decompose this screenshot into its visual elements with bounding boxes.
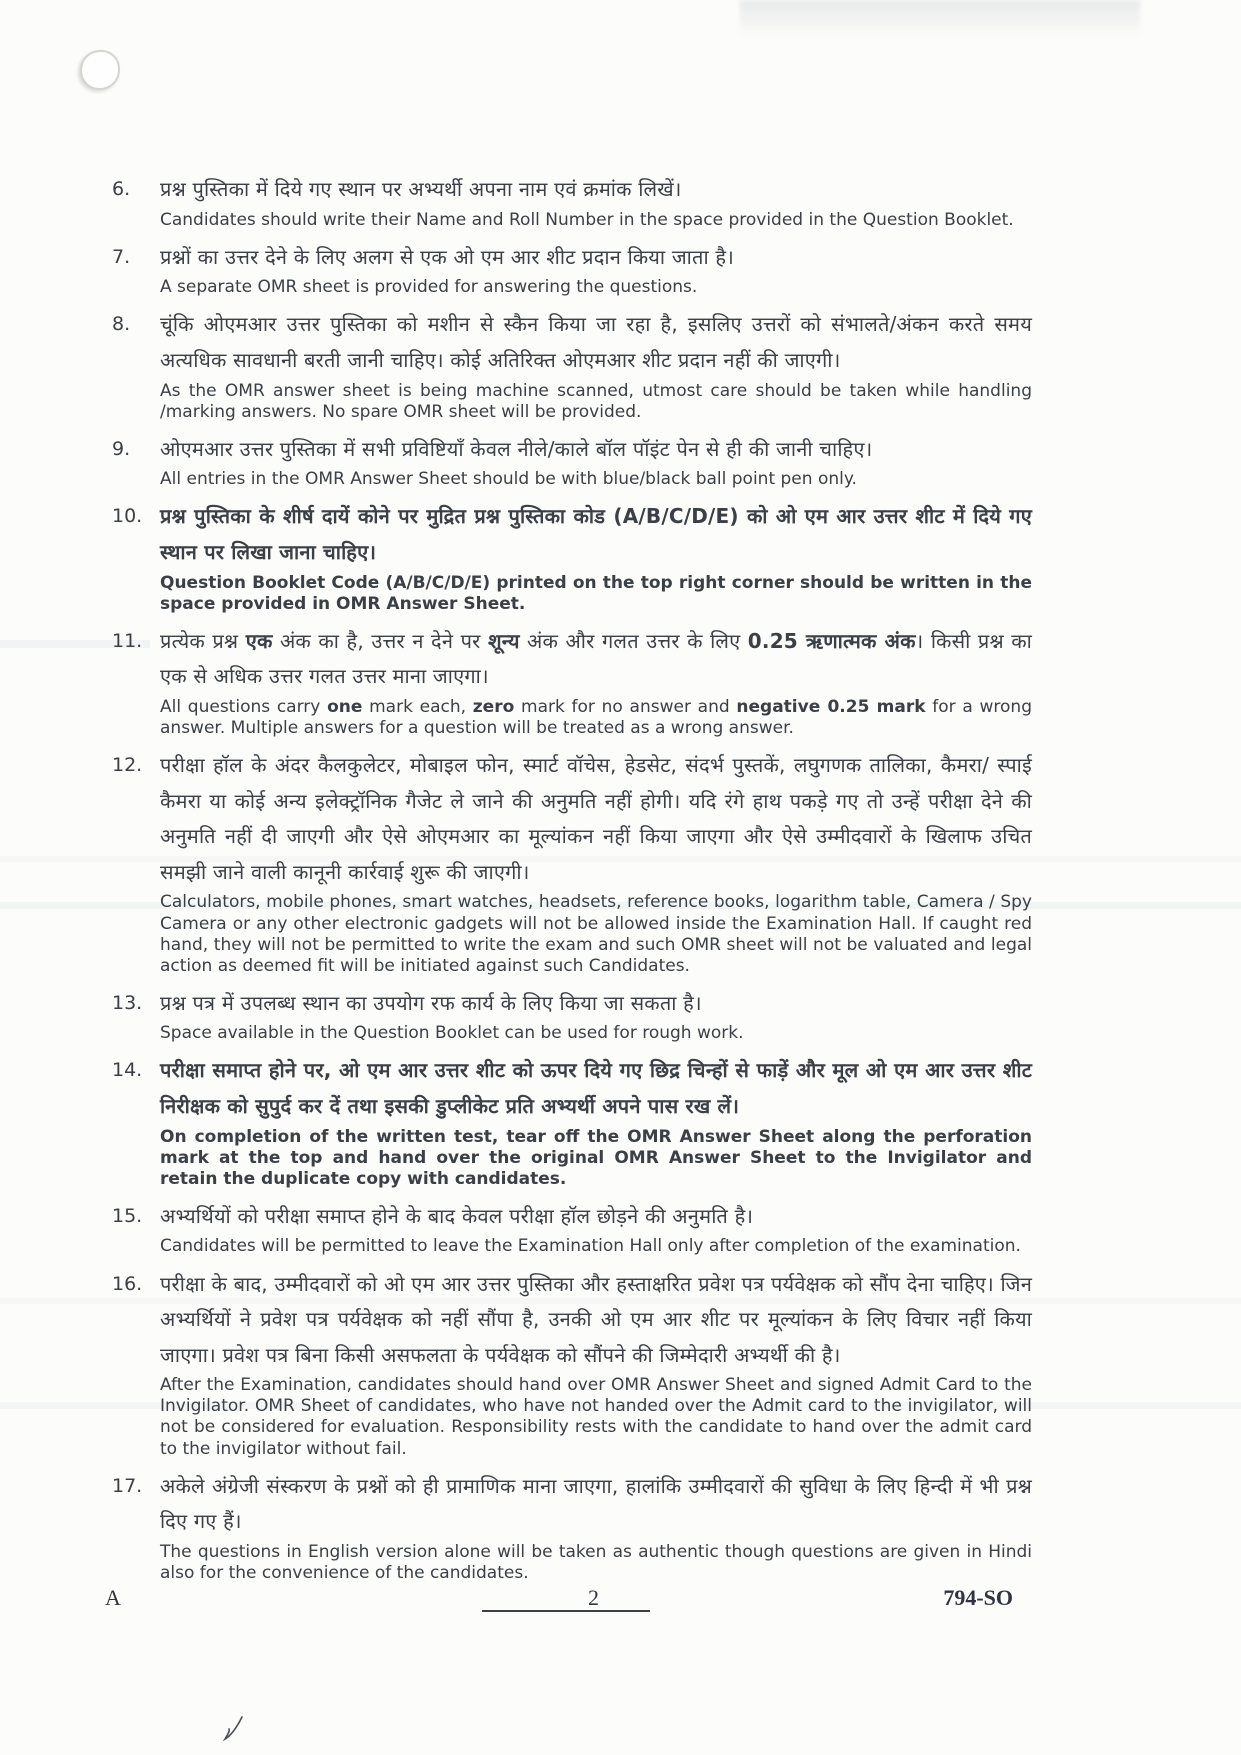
item-body: [160, 624, 1032, 739]
instruction-item: [112, 1469, 1032, 1584]
english-text: All entries in the OMR Answer Sheet should be with blue/black ball point pen only.: [160, 469, 857, 490]
item-body: [160, 1053, 1032, 1189]
english-text: Candidates will be permitted to leave the Examination Hall only after completion of the examination.: [160, 1236, 1021, 1257]
instruction-item: [112, 1267, 1032, 1460]
item-number: 10.: [112, 505, 143, 528]
instruction-item: [112, 172, 1032, 231]
item-body: [160, 499, 1032, 614]
item-number: 14.: [112, 1059, 143, 1082]
english-text: On completion of the written test, tear off the OMR Answer Sheet along the perforation mark at the top and hand over the original OMR Answer Sheet to the Invigilator and retain the duplicate copy with candidates.: [160, 1126, 1032, 1189]
hindi-text: प्रश्न पुस्तिका में दिये गए स्थान पर अभ्यर्थी अपना नाम एवं क्रमांक लिखें।: [160, 177, 682, 201]
hindi-text: चूंकि ओएमआर उत्तर पुस्तिका को मशीन से स्कैन किया जा रहा है, इसलिए उत्तरों को संभालते/अंकन करते समय अत्यधिक सावधानी बरती जानी चाहिए। कोई अतिरिक्त ओएमआर शीट प्रदान नहीं की जाएगी।: [160, 312, 1032, 372]
item-body: [160, 432, 1032, 491]
item-number: 17.: [112, 1474, 143, 1497]
item-number: 15.: [112, 1204, 143, 1227]
instruction-item: [112, 748, 1032, 977]
english-text: Candidates should write their Name and Roll Number in the space provided in the Question Booklet.: [160, 209, 1014, 230]
item-body: [160, 1267, 1032, 1460]
instruction-list: [112, 172, 1032, 1612]
item-body: [160, 172, 1032, 231]
hindi-text: परीक्षा हॉल के अंदर कैलकुलेटर, मोबाइल फोन, स्मार्ट वॉचेस, हेडसेट, संदर्भ पुस्तकें, लघुगणक तालिका, कैमरा/ स्पाई कैमरा या कोई अन्य इलेक्ट्रॉनिक गैजेट ले जाने की अनुमति नहीं होगी। यदि रंगे हाथ पकड़े गए तो उन्हें परीक्षा देने की अनुमति नहीं दी जाएगी और ऐसे ओएमआर का मूल्यांकन नहीं किया जाएगा और ऐसे उम्मीदवारों के खिलाफ उचित समझी जाने वाली कानूनी कार्रवाई शुरू की जाएगी।: [160, 753, 1032, 884]
hole-punch-mark: [80, 50, 120, 90]
hindi-text: अभ्यर्थियों को परीक्षा समाप्त होने के बाद केवल परीक्षा हॉल छोड़ने की अनुमति है।: [160, 1203, 754, 1228]
instruction-item: [112, 986, 1032, 1045]
item-number: 12.: [112, 754, 143, 777]
item-number: 16.: [112, 1272, 143, 1295]
item-number: 8.: [112, 313, 131, 336]
form-number: 794-SO: [943, 1585, 1013, 1610]
hindi-text: ओएमआर उत्तर पुस्तिका में सभी प्रविष्टियाँ केवल नीले/काले बॉल पॉइंट पेन से ही की जानी चाहिए।: [160, 436, 873, 461]
instruction-item: [112, 307, 1032, 422]
hindi-text: परीक्षा के बाद, उम्मीदवारों को ओ एम आर उत्तर पुस्तिका और हस्ताक्षरित प्रवेश पत्र पर्यवेक्षक को सौंप देना चाहिए। जिन अभ्यर्थियों ने प्रवेश पत्र पर्यवेक्षक को नहीं सौंपा है, उनकी ओ एम आर शीट पर मूल्यांकन के लिए विचार नहीं किया जाएगा। प्रवेश पत्र बिना किसी असफलता के पर्यवेक्षक को सौंपने की जिम्मेदारी अभ्यर्थी की है।: [160, 1271, 1032, 1367]
hindi-text: प्रत्येक प्रश्न एक अंक का है, उत्तर न देने पर शून्य अंक और गलत उत्तर के लिए 0.25 ऋणात्मक अंक। किसी प्रश्न का एक से अधिक उत्तर गलत उत्तर माना जाएगा।: [160, 628, 1032, 689]
item-body: [160, 748, 1032, 977]
item-number: 9.: [112, 437, 131, 460]
item-number: 6.: [112, 178, 131, 200]
instruction-item: [112, 1199, 1032, 1258]
item-number: 13.: [112, 991, 143, 1014]
english-text: Question Booklet Code (A/B/C/D/E) printed on the top right corner should be written in the space provided in OMR Answer Sheet.: [160, 572, 1032, 614]
instruction-item: [112, 624, 1032, 739]
item-number: 11.: [112, 629, 143, 652]
hindi-text: प्रश्नों का उत्तर देने के लिए अलग से एक ओ एम आर शीट प्रदान किया जाता है।: [160, 244, 734, 269]
item-body: [160, 307, 1032, 422]
english-text: The questions in English version alone will be taken as authentic though questions are given in Hindi also for the convenience of the candidates.: [160, 1541, 1032, 1583]
instruction-item: [112, 499, 1032, 614]
hindi-text: अकेले अंग्रेजी संस्करण के प्रश्नों को ही प्रामाणिक माना जाएगा, हालांकि उम्मीदवारों की सुविधा के लिए हिन्दी में भी प्रश्न दिए गए हैं।: [160, 1473, 1032, 1534]
item-body: [160, 986, 1032, 1045]
page-number: 2: [588, 1585, 599, 1610]
instruction-item: [112, 432, 1032, 491]
page-footer: [0, 1585, 1241, 1615]
english-text: Space available in the Question Booklet can be used for rough work.: [160, 1023, 744, 1044]
pen-mark: [218, 1715, 248, 1741]
english-text: All questions carry one mark each, zero mark for no answer and negative 0.25 mark for a wrong answer. Multiple answers for a question will be treated as a wrong answer.: [160, 696, 1032, 738]
item-body: [160, 1469, 1032, 1584]
booklet-code: A: [105, 1585, 121, 1610]
hindi-text: प्रश्न पुस्तिका के शीर्ष दायें कोने पर मुद्रित प्रश्न पुस्तिका कोड (A/B/C/D/E) को ओ एम आर उत्तर शीट में दिये गए स्थान पर लिखा जाना चाहिए।: [160, 504, 1032, 564]
item-body: [160, 240, 1032, 299]
item-body: [160, 1199, 1032, 1258]
hindi-text: परीक्षा समाप्त होने पर, ओ एम आर उत्तर शीट को ऊपर दिये गए छिद्र चिन्हों से फाड़ें और मूल ओ एम आर उत्तर शीट निरीक्षक को सुपुर्द कर दें तथा इसकी डुप्लीकेट प्रति अभ्यर्थी अपने पास रख लें।: [160, 1058, 1032, 1118]
english-text: As the OMR answer sheet is being machine scanned, utmost care should be taken while handling /marking answers. No spare OMR sheet will be provided.: [160, 380, 1032, 422]
english-text: A separate OMR sheet is provided for answering the questions.: [160, 277, 698, 298]
scan-smudge: [740, 0, 1140, 42]
english-text: Calculators, mobile phones, smart watches, headsets, reference books, logarithm table, Camera / Spy Camera or any other electronic gadgets will not be allowed inside the Examination Hall. If caught red hand, they will not be permitted to write the exam and such OMR sheet will not be valuated and legal action as deemed fit will be initiated against such Candidates.: [160, 892, 1032, 976]
hindi-text: प्रश्न पत्र में उपलब्ध स्थान का उपयोग रफ कार्य के लिए किया जा सकता है।: [160, 990, 702, 1015]
instruction-item: [112, 240, 1032, 299]
english-text: After the Examination, candidates should hand over OMR Answer Sheet and signed Admit Card to the Invigilator. OMR Sheet of candidates, who have not handed over the Admit card to the invigilator, will not be considered for evaluation. Responsibility rests with the candidate to hand over the admit card to the invigilator without fail.: [160, 1375, 1032, 1459]
item-number: 7.: [112, 245, 131, 268]
instruction-item: [112, 1053, 1032, 1189]
